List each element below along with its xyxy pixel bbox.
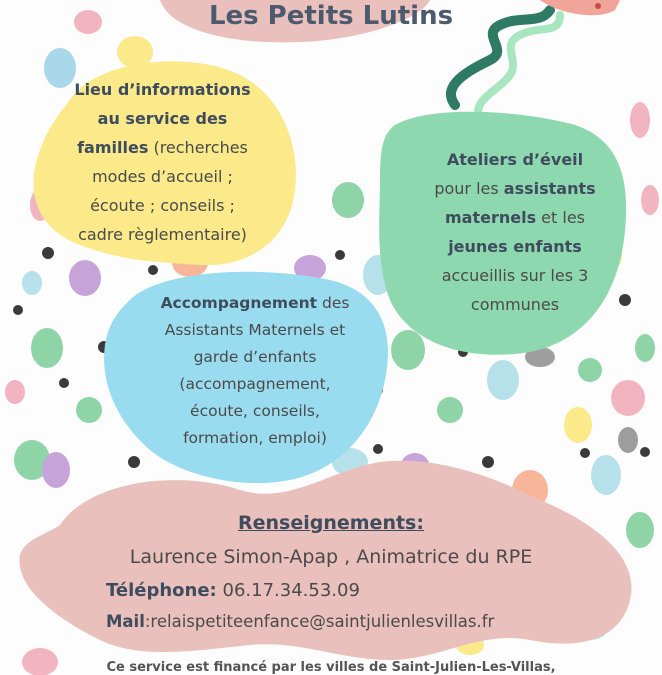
ateliers-line-4: jeunes enfants bbox=[448, 237, 582, 256]
info-line-1: Lieu d’informations bbox=[74, 80, 251, 99]
accomp-line-4: (accompagnement, bbox=[179, 375, 331, 393]
accomp-line-1-rest: des bbox=[317, 294, 350, 312]
info-line-3-bold: familles bbox=[77, 138, 149, 157]
contact-mail bbox=[106, 612, 494, 631]
contact-person: Laurence Simon-Apap , Animatrice du RPE bbox=[129, 546, 533, 568]
info-box bbox=[50, 75, 275, 249]
accomp-line-1-bold: Accompagnement bbox=[160, 294, 318, 312]
accomp-line-2: Assistants Maternels et bbox=[164, 321, 346, 339]
info-line-5: écoute ; conseils ; bbox=[90, 196, 235, 215]
contact-phone bbox=[106, 580, 360, 601]
info-line-2: au service des bbox=[97, 109, 228, 128]
contact-title-text: Renseignements bbox=[238, 512, 417, 534]
ateliers-line-2-pre: pour les bbox=[434, 179, 504, 198]
phone-value[interactable]: 06.17.34.53.09 bbox=[216, 580, 360, 601]
accomp-line-6: formation, emploi) bbox=[183, 429, 327, 447]
page-title: Les Petits Lutins bbox=[208, 1, 454, 31]
contact-title-colon: : bbox=[416, 512, 424, 534]
accompagnement-box bbox=[140, 290, 370, 452]
ateliers-line-6: communes bbox=[470, 295, 560, 314]
info-line-6: cadre règlementaire) bbox=[78, 225, 247, 244]
ateliers-line-3-bold: maternels bbox=[444, 208, 537, 227]
mail-value[interactable]: :relaispetiteenfance@saintjulienlesvillas.fr bbox=[144, 612, 495, 631]
accomp-line-3: garde d’enfants bbox=[193, 348, 317, 366]
footer-text: Ce service est financé par les villes de Saint-Julien-Les-Villas, bbox=[106, 660, 556, 675]
info-line-3-rest: (recherches bbox=[148, 138, 248, 157]
contact-title bbox=[0, 512, 662, 534]
ateliers-box bbox=[410, 145, 620, 319]
phone-label: Téléphone: bbox=[106, 580, 217, 601]
ateliers-line-5: accueillis sur les 3 bbox=[441, 266, 589, 285]
mail-label: Mail bbox=[106, 612, 145, 631]
accomp-line-5: écoute, conseils, bbox=[190, 402, 320, 420]
ateliers-line-3-rest: et les bbox=[536, 208, 586, 227]
ateliers-line-1: Ateliers d’éveil bbox=[446, 150, 584, 169]
ateliers-line-2-bold: assistants bbox=[503, 179, 596, 198]
info-line-4: modes d’accueil ; bbox=[92, 167, 233, 186]
